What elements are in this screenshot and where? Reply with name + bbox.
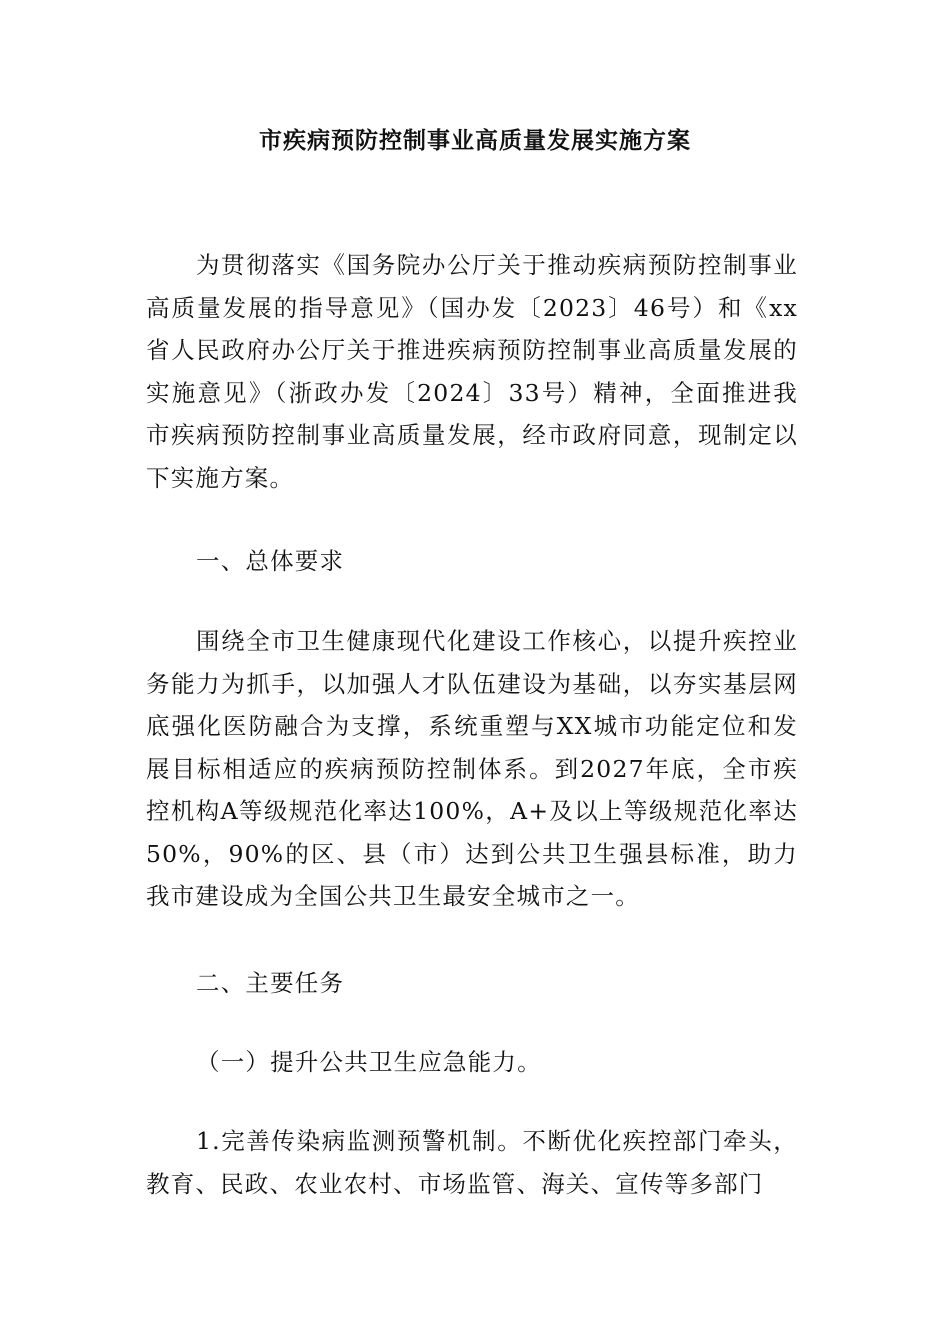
subsection-heading-emergency-capacity: （一）提升公共卫生应急能力。 [196, 1048, 542, 1076]
section-heading-main-tasks: 二、主要任务 [196, 969, 345, 997]
document-title: 市疾病预防控制事业高质量发展实施方案 [259, 127, 691, 154]
intro-paragraph: 为贯彻落实《国务院办公厅关于推动疾病预防控制事业高质量发展的指导意见》（国办发〔2023〕46号）和《xx省人民政府办公厅关于推进疾病预防控制事业高质量发展的实施意见》（浙政办发〔2024〕33号）精神，全面推进我市疾病预防控制事业高质量发展，经市政府同意，现制定以下实施方案。 [146, 251, 798, 492]
task-item-paragraph: 1.完善传染病监测预警机制。不断优化疾控部门牵头，教育、民政、农业农村、市场监管、海关、宣传等多部门 [146, 1127, 798, 1198]
section-heading-general-requirements: 一、总体要求 [196, 547, 345, 575]
general-requirements-paragraph: 围绕全市卫生健康现代化建设工作核心，以提升疾控业务能力为抓手，以加强人才队伍建设为基础，以夯实基层网底强化医防融合为支撑，系统重塑与XX城市功能定位和发展目标相适应的疾病预防控制体系。到2027年底，全市疾控机构A等级规范化率达100%，A+及以上等级规范化率达50%，90%的区、县（市）达到公共卫生强县标准，助力我市建设成为全国公共卫生最安全城市之一。 [146, 627, 798, 910]
